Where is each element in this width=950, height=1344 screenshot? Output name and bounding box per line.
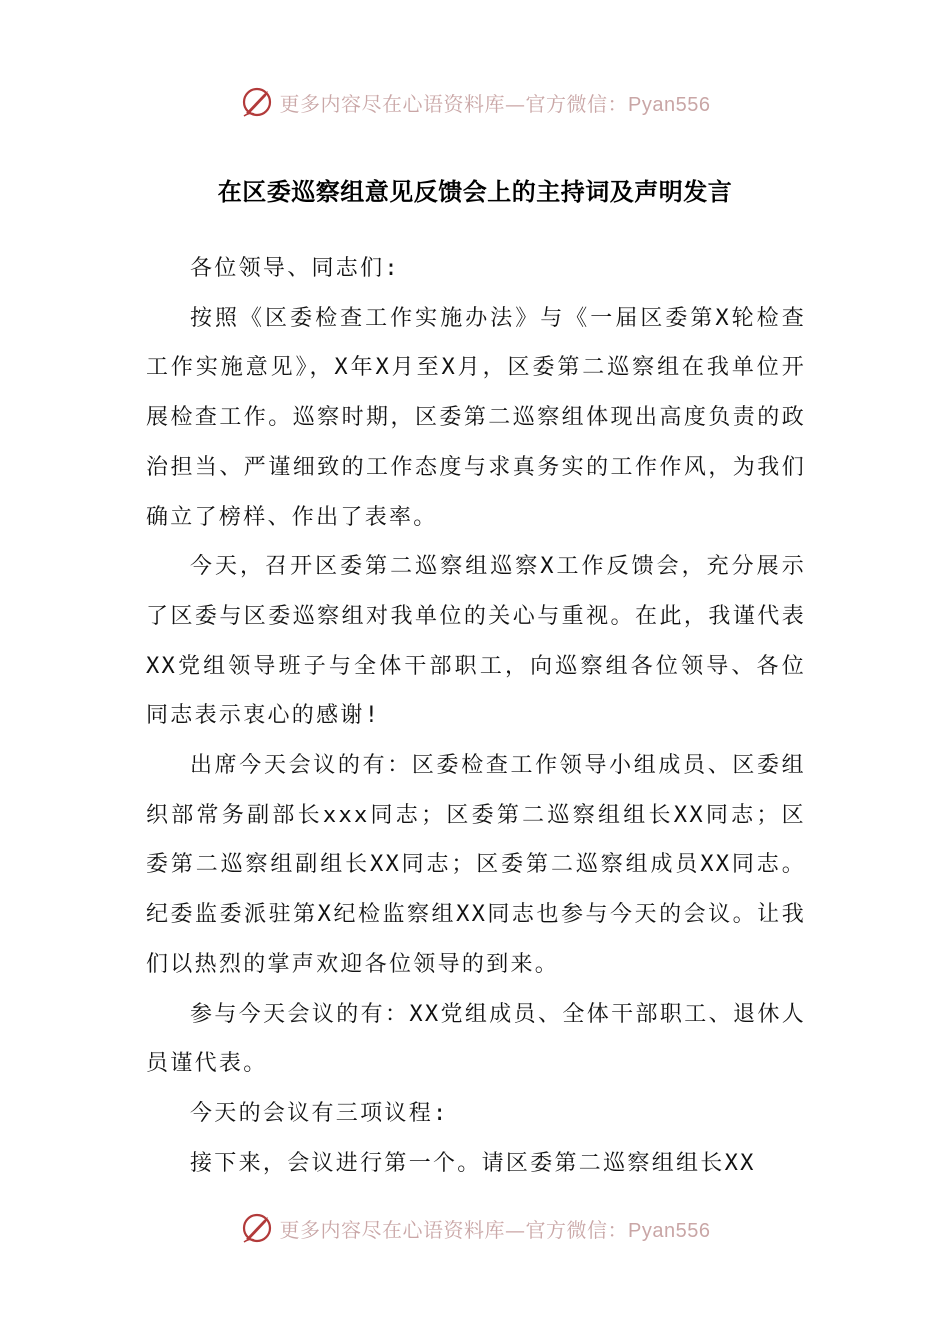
watermark-text: 更多内容尽在心语资料库—官方微信：Pyan556 xyxy=(279,91,711,116)
wechat-id: Pyan556 xyxy=(628,93,711,116)
watermark-text: 更多内容尽在心语资料库—官方微信：Pyan556 xyxy=(279,1217,711,1242)
document-body xyxy=(146,244,806,1188)
paragraph: 出席今天会议的有：区委检查工作领导小组成员、区委组织部常务副部长xxx同志；区委第二巡察组组长XX同志；区委第二巡察组副组长XX同志；区委第二巡察组成员XX同志。纪委监委派驻第X纪检监察组XX同志也参与今天的会议。让我们以热烈的掌声欢迎各位领导的到来。 xyxy=(146,753,806,977)
pen-circle-icon xyxy=(240,85,274,119)
paragraph: 接下来，会议进行第一个。请区委第二巡察组组长XX xyxy=(190,1150,756,1176)
paragraph: 今天的会议有三项议程: xyxy=(190,1100,449,1126)
paragraph: 按照《区委检查工作实施办法》与《一届区委第X轮检查工作实施意见》，X年X月至X月，区委第二巡察组在我单位开展检查工作。巡察时期，区委第二巡察组体现出高度负责的政治担当、严谨细致的工作态度与求真务实的工作作风，为我们确立了榜样、作出了表率。 xyxy=(146,305,806,530)
document-title: 在区委巡察组意见反馈会上的主持词及声明发言 xyxy=(217,177,733,206)
watermark-banner-bottom xyxy=(0,1208,950,1248)
paragraph: 今天，召开区委第二巡察组巡察X工作反馈会，充分展示了区委与区委巡察组对我单位的关心与重视。在此，我谨代表XX党组领导班子与全体干部职工，向巡察组各位领导、各位同志表示衷心的感谢! xyxy=(146,554,806,729)
paragraph-greeting: 各位领导、同志们: xyxy=(190,256,400,281)
wechat-id: Pyan556 xyxy=(628,1219,711,1242)
watermark-banner-top xyxy=(0,82,950,122)
paragraph: 参与今天会议的有：XX党组成员、全体干部职工、退休人员谨代表。 xyxy=(146,1001,806,1077)
pen-circle-icon xyxy=(240,1211,274,1245)
